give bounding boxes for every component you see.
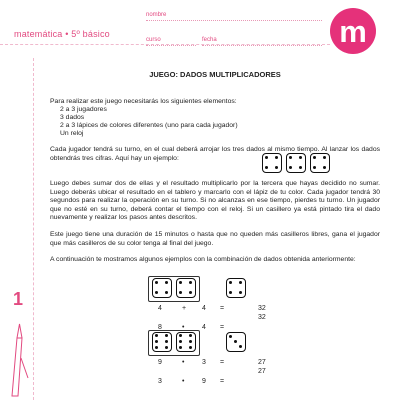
- die-pip: [239, 345, 243, 349]
- course-field-label: curso: [146, 37, 161, 43]
- die-face: [262, 153, 282, 173]
- die-pip: [299, 156, 303, 160]
- example-number: •: [182, 324, 185, 331]
- example-number: 4: [158, 305, 162, 312]
- materials-item: 3 dados: [60, 114, 85, 121]
- die-pip: [275, 156, 279, 160]
- die-pip: [239, 291, 243, 295]
- die-pip: [189, 281, 193, 285]
- die-pip: [165, 281, 169, 285]
- document-title: JUEGO: DADOS MULTIPLICADORES: [149, 70, 281, 79]
- die-pip: [165, 346, 169, 350]
- die-pip: [229, 281, 233, 285]
- rules-paragraph: Luego debes sumar dos de ellas y el resultado multiplicarlo por la tercera que hayas decidido no sumar. Luego deberás ubicar el resultado en el tablero y marcarlo con el lápiz de tu color. Cada jugador tendrá 30 segundos para realizar la operación en su turno. Si no alcanzas en ese tiempo, pierdes tu turno. Un jugador que no esté en su turno, deberá contar el tiempo con el reloj. Si un casillero ya está pintado tira el dado nuevamente y realizar los pasos antes descritos.: [50, 180, 380, 221]
- name-field-label: nombre: [146, 12, 167, 18]
- pencil-icon: [8, 318, 30, 400]
- die-pip: [289, 166, 293, 170]
- intro-paragraph: Para realizar este juego necesitarás los siguientes elementos:: [50, 98, 237, 105]
- die-pip: [155, 334, 159, 338]
- example-number: •: [182, 359, 185, 366]
- die-pip: [155, 291, 159, 295]
- die-pip: [323, 166, 327, 170]
- example-number: 32: [258, 305, 266, 312]
- die-pip: [189, 334, 193, 338]
- margin-divider: [33, 58, 34, 400]
- example-number: 32: [258, 314, 266, 321]
- die-pip: [299, 166, 303, 170]
- die-face: [226, 332, 246, 352]
- example-number: +: [182, 305, 187, 312]
- die-pip: [165, 340, 169, 344]
- example-number: 9: [158, 359, 162, 366]
- die-pip: [179, 281, 183, 285]
- date-field-label: fecha: [202, 37, 217, 43]
- example-number: =: [220, 359, 225, 366]
- example-number: 27: [258, 368, 266, 375]
- die-pip: [313, 156, 317, 160]
- die-pip: [289, 156, 293, 160]
- die-face: [176, 278, 196, 298]
- materials-item: Un reloj: [60, 130, 84, 137]
- example-number: 4: [202, 324, 206, 331]
- examples-paragraph: A continuación te mostramos algunos ejemplos con la combinación de dados obtenida anteriormente:: [50, 256, 356, 263]
- subject-label: matemática • 5º básico: [14, 29, 110, 39]
- die-pip: [189, 340, 193, 344]
- materials-item: 2 a 3 jugadores: [60, 106, 107, 113]
- die-pip: [239, 281, 243, 285]
- end-paragraph: Este juego tiene una duración de 15 minutos o hasta que no queden más casilleros libres, gana el jugador que más casilleros de su color tenga al final del juego.: [50, 231, 380, 247]
- die-pip: [189, 291, 193, 295]
- die-face: [310, 153, 330, 173]
- die-pip: [179, 340, 183, 344]
- die-face: [226, 278, 246, 298]
- worksheet-header: [0, 0, 400, 58]
- die-pip: [165, 334, 169, 338]
- die-pip: [155, 340, 159, 344]
- brand-logo: [330, 8, 376, 54]
- die-face: [286, 153, 306, 173]
- header-divider: [0, 44, 330, 45]
- die-face: [176, 332, 196, 352]
- page-number: 1: [13, 289, 24, 309]
- name-field[interactable]: [146, 12, 322, 21]
- die-pip: [179, 334, 183, 338]
- example-number: 27: [258, 359, 266, 366]
- die-pip: [275, 166, 279, 170]
- die-pip: [234, 340, 238, 344]
- example-number: =: [220, 324, 225, 331]
- die-face: [152, 332, 172, 352]
- die-pip: [165, 291, 169, 295]
- die-pip: [323, 156, 327, 160]
- die-pip: [265, 166, 269, 170]
- example-number: =: [220, 378, 225, 385]
- die-pip: [229, 291, 233, 295]
- die-pip: [179, 346, 183, 350]
- die-face: [152, 278, 172, 298]
- brand-logo-letter: m: [339, 14, 367, 49]
- example-number: •: [182, 378, 185, 385]
- die-pip: [265, 156, 269, 160]
- die-pip: [155, 346, 159, 350]
- example-number: 8: [158, 324, 162, 331]
- die-pip: [179, 291, 183, 295]
- die-pip: [313, 166, 317, 170]
- example-number: =: [220, 305, 225, 312]
- turn-paragraph: Cada jugador tendrá su turno, en el cual deberá arrojar los tres dados al mismo tiempo. Al lanzar los dados obtendrás tres cifras. Aquí hay un ejemplo:: [50, 146, 380, 162]
- example-number: 9: [202, 378, 206, 385]
- die-pip: [229, 335, 233, 339]
- die-pip: [155, 281, 159, 285]
- die-pip: [189, 346, 193, 350]
- example-number: 3: [202, 359, 206, 366]
- example-number: 4: [202, 305, 206, 312]
- materials-item: 2 a 3 lápices de colores diferentes (uno para cada jugador): [60, 122, 238, 129]
- example-number: 3: [158, 378, 162, 385]
